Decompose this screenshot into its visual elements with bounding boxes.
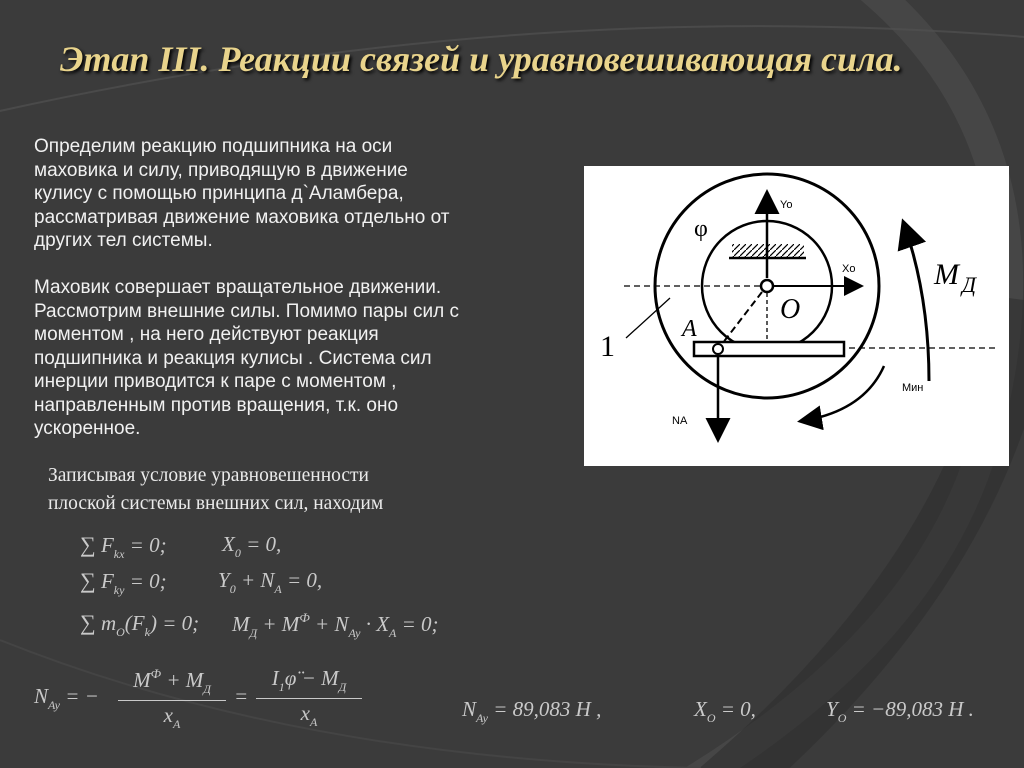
intro-line: других тел системы. — [34, 230, 213, 251]
label-m-sub: Д — [962, 272, 976, 297]
forces-line: направленным против вращения, т.к. оно — [34, 394, 399, 416]
slide-title: Этап III. Реакции связей и уравновешивающая сила. — [60, 39, 903, 79]
label-1: 1 — [600, 330, 615, 363]
forces-line: Маховик совершает вращательное движении. — [34, 277, 442, 298]
forces-line: Рассмотрим внешние силы. Помимо пары сил с — [34, 300, 459, 322]
fraction-1 — [118, 666, 226, 732]
fraction-1-denominator: $x_A$ — [163, 703, 181, 731]
equation-sum-fx: ∑ $F_{kx} = 0$; — [80, 532, 167, 561]
formula-equals: = — [234, 684, 249, 708]
equation-sum-fy: ∑ $F_{ky} = 0$; — [80, 568, 167, 597]
result-y-o: $Y_O = -89,083$ H . — [826, 697, 974, 725]
fraction-2-numerator: $I_1\varphï - M_Д$ — [271, 666, 347, 694]
equation-xo: $X_0 = 0$, — [222, 532, 282, 560]
label-m: M — [934, 258, 959, 291]
label-na: NA — [672, 415, 688, 427]
intro-line: рассматривая движение маховика отдельно от — [34, 206, 450, 228]
condition-line: плоской системы внешних сил, находим — [48, 493, 384, 514]
result-n-ay: $N_{Ay} = 89,083$ H , — [462, 697, 602, 725]
center-pivot — [761, 280, 773, 292]
equation-yo: $Y_0 + N_A = 0$, — [218, 568, 323, 596]
intro-line: Определим реакцию подшипника на оси — [34, 136, 393, 157]
intro-line: маховика и силу, приводящую в движение — [34, 159, 408, 181]
fraction-2 — [256, 666, 362, 730]
label-yo: Yo — [780, 199, 793, 211]
forces-paragraph — [34, 276, 594, 441]
fraction-1-numerator: $M^Ф + M_Д$ — [133, 666, 211, 696]
equation-sum-moments: ∑ $m_O(F_k) = 0$; — [80, 610, 200, 639]
label-min: Мин — [902, 382, 924, 394]
md-arrow — [904, 224, 929, 381]
forces-line: моментом , на него действуют реакция — [34, 324, 379, 345]
intro-paragraph — [34, 135, 594, 253]
condition-line: Записывая условие уравновешенности — [48, 465, 369, 486]
forces-line: подшипника и реакция кулисы . Система сил — [34, 347, 432, 369]
intro-line: кулису с помощью принципа д`Аламбера, — [34, 183, 404, 204]
point-a — [713, 344, 723, 354]
forces-line: ускоренное. — [34, 418, 141, 439]
fraction-2-denominator: $x_A$ — [300, 701, 318, 729]
condition-text — [48, 462, 383, 518]
label-phi: φ — [694, 216, 708, 242]
label-o: O — [780, 294, 801, 325]
label-a: A — [682, 316, 697, 342]
min-arrow — [802, 366, 884, 421]
formula-n-left: $N_{Ay}$ = − — [34, 684, 99, 712]
flywheel-diagram — [584, 166, 1009, 466]
forces-line: инерции приводится к паре с моментом , — [34, 371, 397, 392]
label-xo: Xo — [842, 263, 856, 275]
flywheel-diagram-svg — [584, 166, 1009, 466]
result-x-o: $X_O = 0$, — [694, 697, 756, 725]
equation-moments: $M_Д + M^Ф + N_{Ay} \cdot X_A = 0$; — [232, 610, 439, 640]
